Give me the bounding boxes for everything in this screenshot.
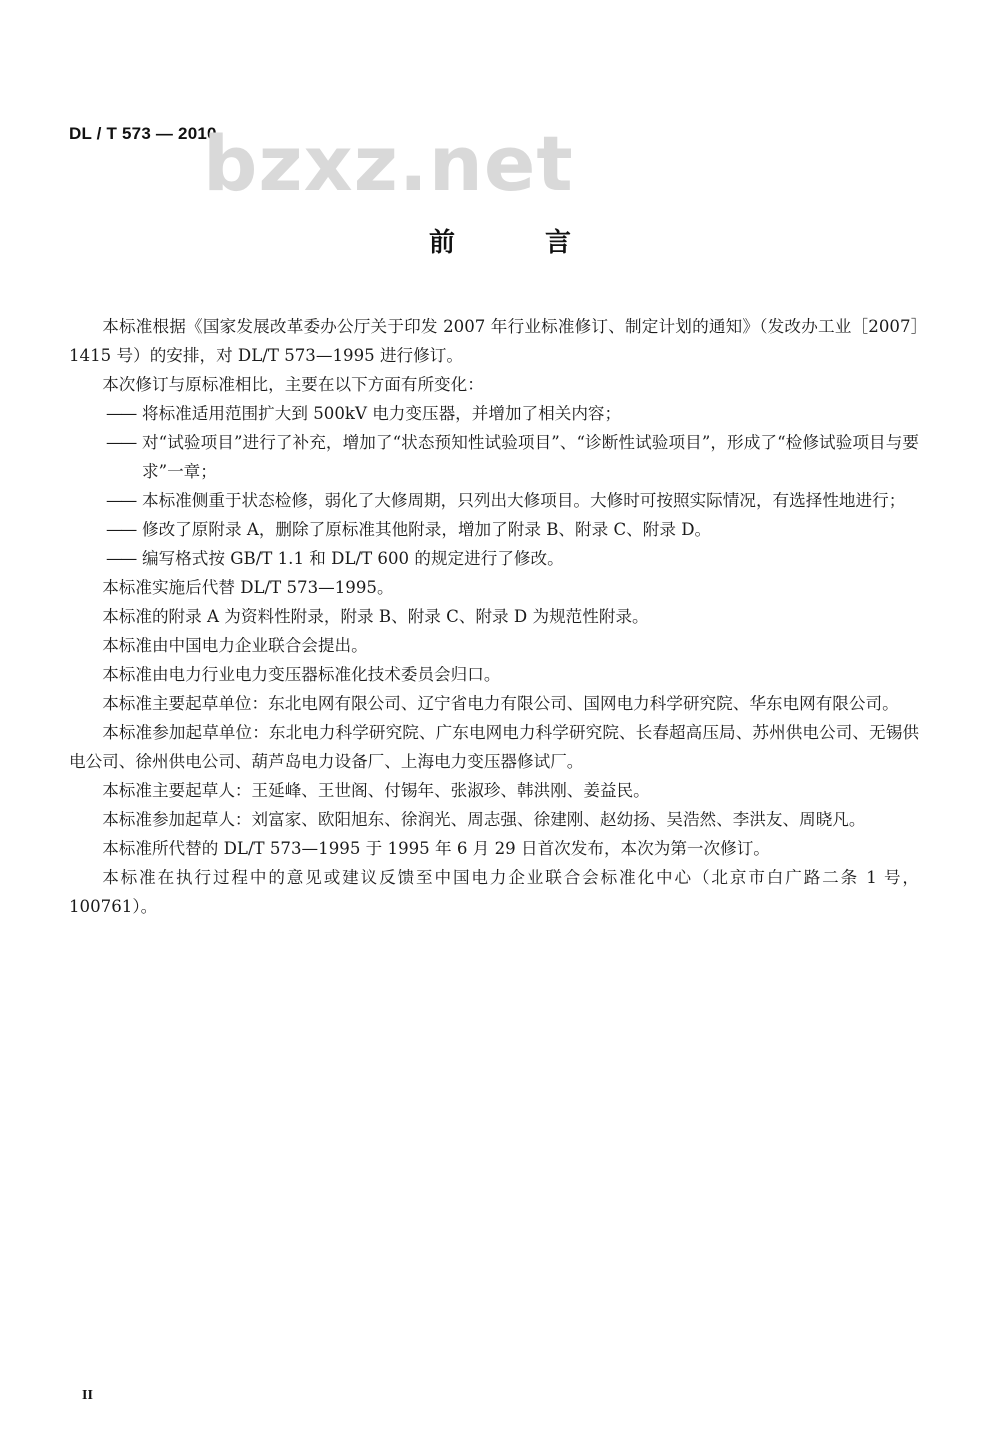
page-title: 前 言 [428,228,603,258]
paragraph: 本标准根据《国家发展改革委办公厅关于印发 2007 年行业标准修订、制定计划的通知》（发改办工业［2007］1415 号）的安排，对 DL/T 573—1995 进行修订。 [69,317,919,365]
list-item-text: 本标准侧重于状态检修，弱化了大修周期，只列出大修项目。大修时可按照实际情况，有选择性地进行； [142,491,906,510]
list-item-text: 对“试验项目”进行了补充，增加了“状态预知性试验项目”、“诊断性试验项目”，形成了“检修试验项目与要求”一章； [142,433,919,481]
page-number: II [82,1388,93,1403]
paragraph: 本标准参加起草单位：东北电力科学研究院、广东电网电力科学研究院、长春超高压局、苏州供电公司、无锡供电公司、徐州供电公司、葫芦岛电力设备厂、上海电力变压器修试厂。 [69,723,919,771]
list-dash: —— [106,520,136,539]
document-code: DL / T 573 — 2010 [69,124,217,143]
list-dash: —— [106,491,136,510]
paragraph: 本标准主要起草人：王延峰、王世阁、付锡年、张淑珍、韩洪刚、姜益民。 [102,781,650,800]
paragraph: 本标准由中国电力企业联合会提出。 [102,636,368,655]
list-item [69,399,919,428]
list-item [69,428,919,486]
list-item [69,515,919,544]
foreword-body [69,312,919,921]
list-dash: —— [106,404,136,423]
paragraph: 本标准由电力行业电力变压器标准化技术委员会归口。 [102,665,501,684]
paragraph: 本标准的附录 A 为资料性附录，附录 B、附录 C、附录 D 为规范性附录。 [102,607,649,626]
list-item [69,486,919,515]
paragraph: 本次修订与原标准相比，主要在以下方面有所变化： [102,375,484,394]
list-item-text: 将标准适用范围扩大到 500kV 电力变压器，并增加了相关内容； [142,404,622,423]
paragraph: 本标准实施后代替 DL/T 573—1995。 [102,578,394,597]
paragraph: 本标准所代替的 DL/T 573—1995 于 1995 年 6 月 29 日首次发布，本次为第一次修订。 [102,839,770,858]
paragraph: 本标准在执行过程中的意见或建议反馈至中国电力企业联合会标准化中心（北京市白广路二条 1 号，100761）。 [69,868,919,916]
list-item-text: 修改了原附录 A，删除了原标准其他附录，增加了附录 B、附录 C、附录 D。 [142,520,712,539]
list-item [69,544,919,573]
watermark-logo: bzxz.net [203,119,574,208]
list-dash: —— [106,549,136,568]
list-dash: —— [106,433,136,452]
list-item-text: 编写格式按 GB/T 1.1 和 DL/T 600 的规定进行了修改。 [142,549,564,568]
paragraph: 本标准参加起草人：刘富家、欧阳旭东、徐润光、周志强、徐建刚、赵幼扬、吴浩然、李洪友、周晓凡。 [102,810,866,829]
paragraph: 本标准主要起草单位：东北电网有限公司、辽宁省电力有限公司、国网电力科学研究院、华东电网有限公司。 [102,694,899,713]
